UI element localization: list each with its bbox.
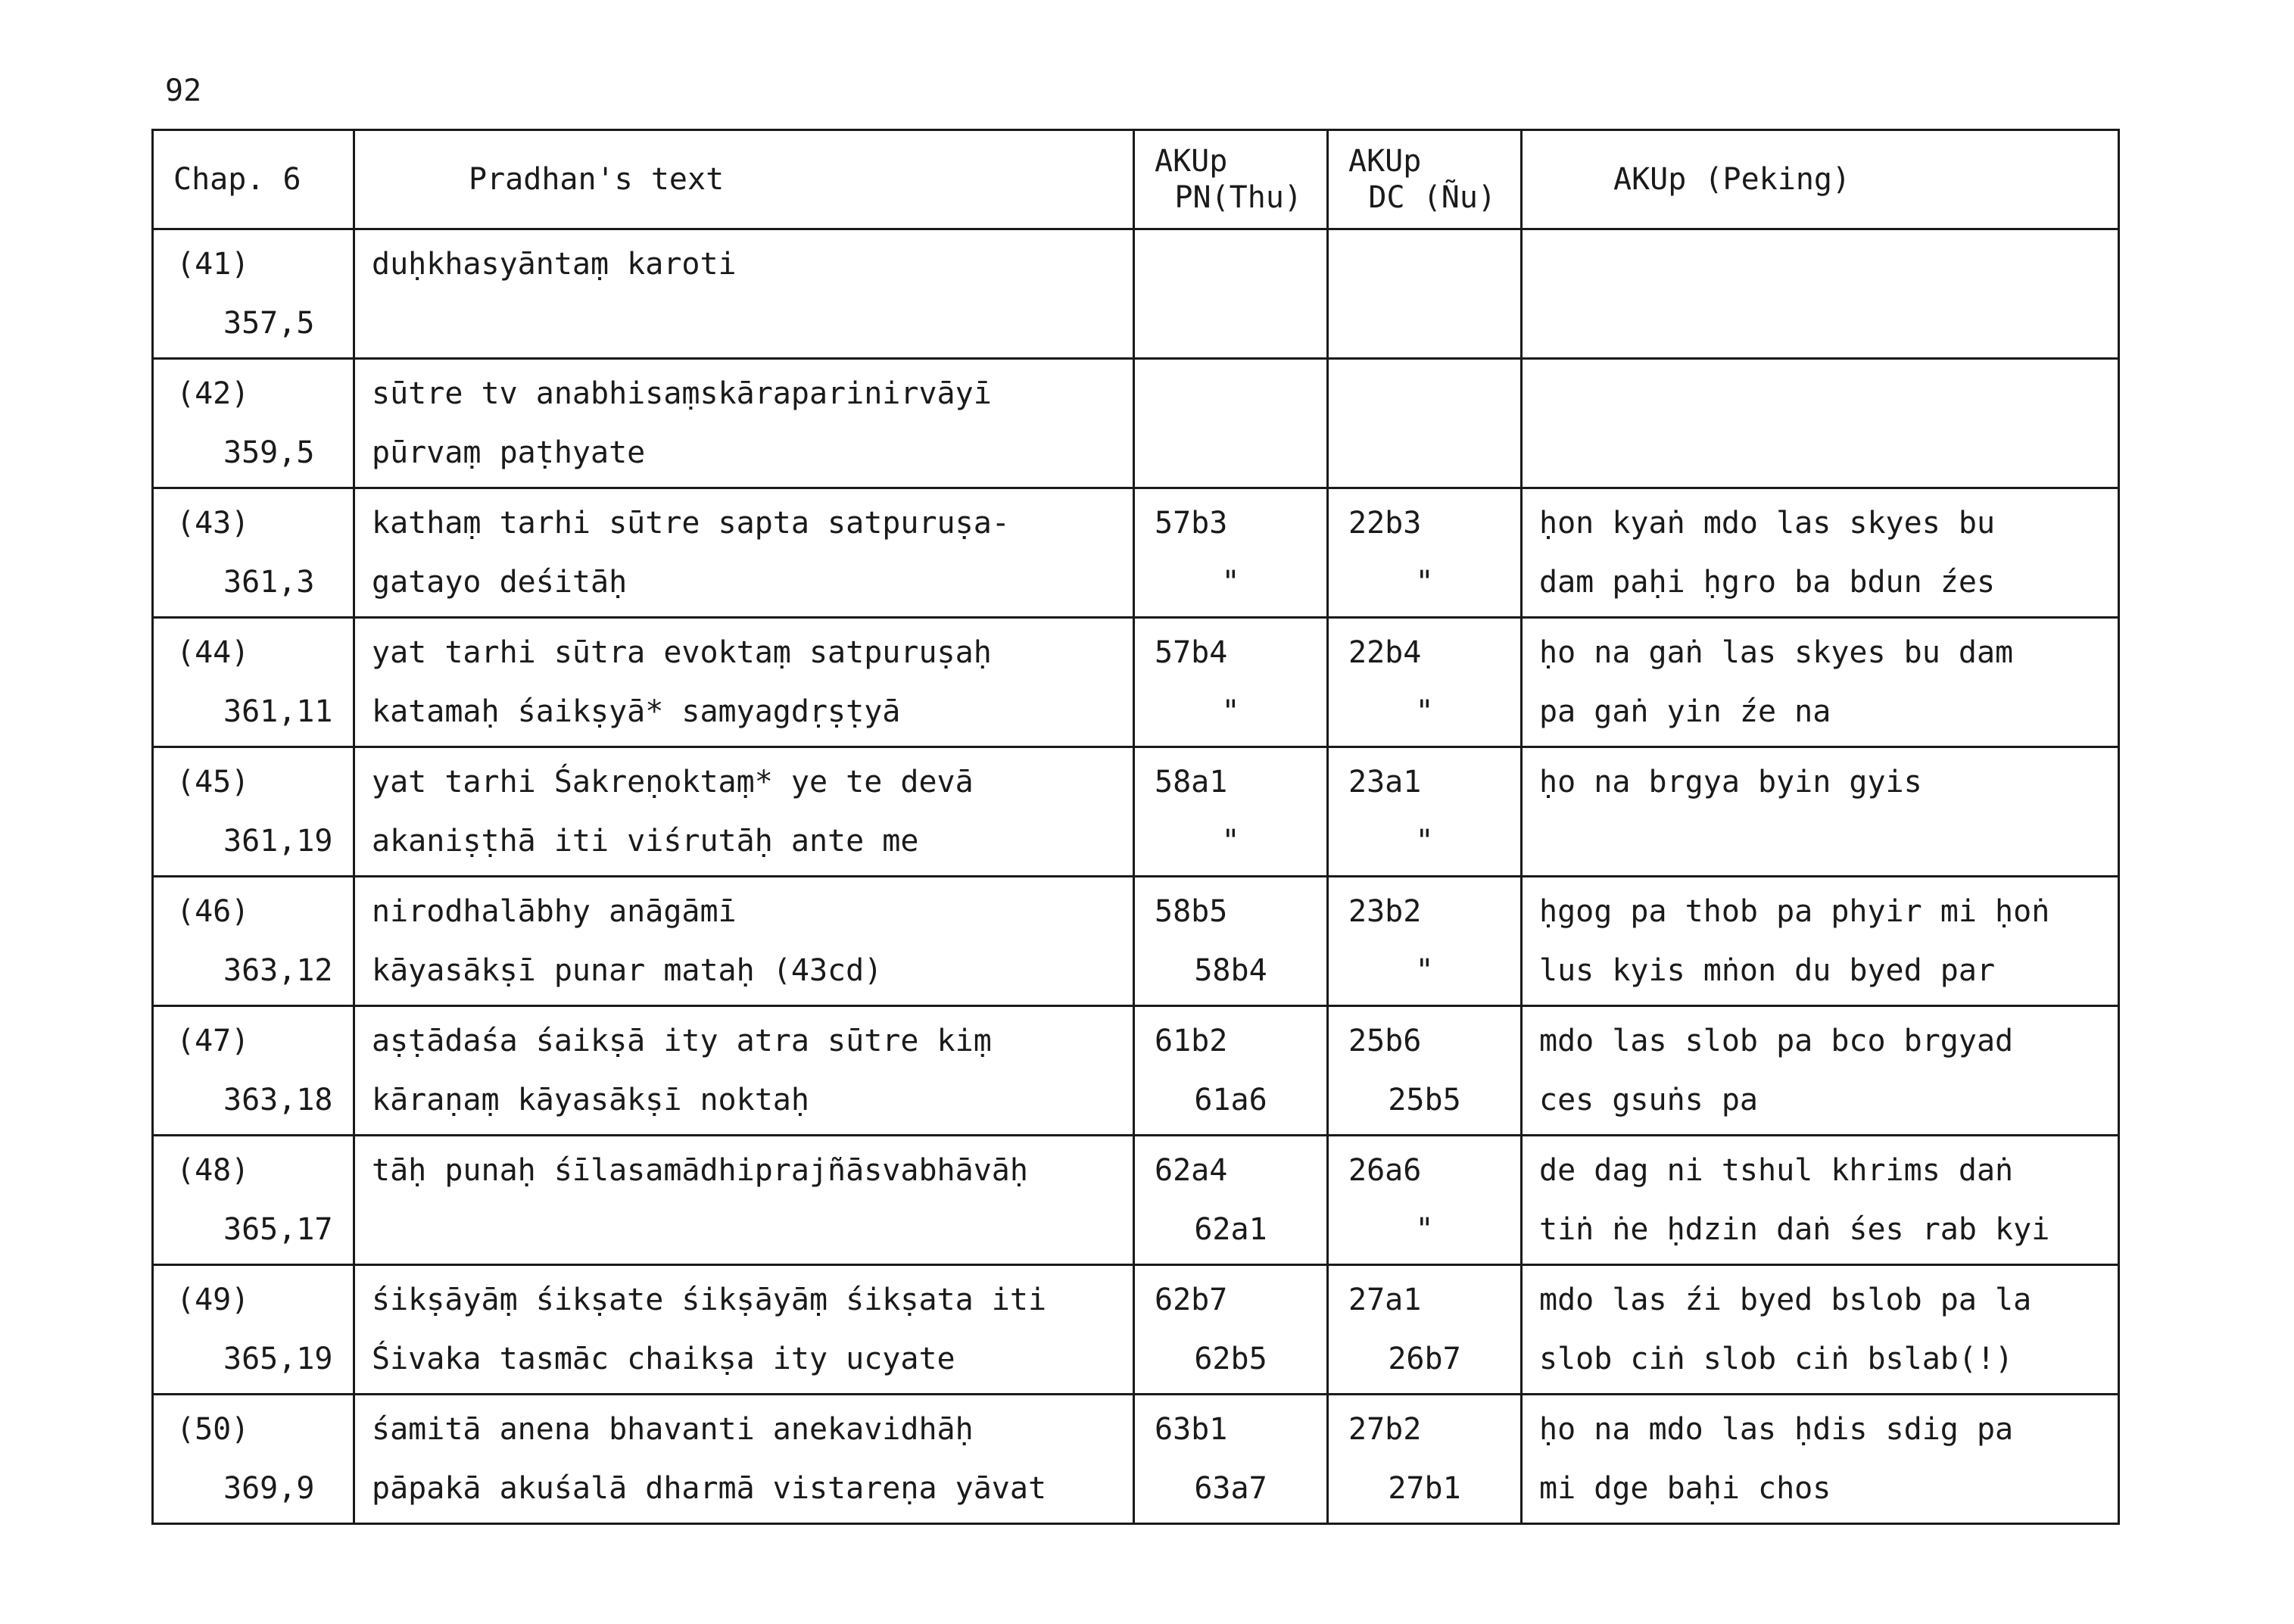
text-line-2: katamaḥ śaikṣyā* samyagdṛṣṭyā	[372, 694, 901, 729]
text-cell	[354, 1395, 1134, 1524]
text-line-1: kathaṃ tarhi sūtre sapta satpuruṣa-	[372, 506, 1010, 541]
chap-ref: (50)	[176, 1412, 250, 1447]
table-row	[153, 229, 2119, 359]
peking-line-1: ḥgog pa thob pa phyir mi ḥoṅ	[1539, 894, 2050, 929]
text-line-1: yat tarhi sūtra evoktaṃ satpuruṣaḥ	[372, 635, 992, 670]
table-row	[153, 1265, 2119, 1395]
chap-ref: (47)	[176, 1024, 250, 1058]
pn-cell	[1134, 1265, 1328, 1395]
dc-cell	[1328, 229, 1522, 359]
pn-line-1	[1152, 243, 1310, 285]
chap-cell	[153, 1395, 354, 1524]
peking-line-1: ḥo na mdo las ḥdis sdig pa	[1539, 1412, 2014, 1447]
dc-line-2: "	[1415, 824, 1434, 859]
dc-line-1: 23b2	[1348, 894, 1422, 929]
header-peking	[1522, 130, 2119, 229]
table-row	[153, 618, 2119, 747]
chap-cell	[153, 1265, 354, 1395]
pn-line-1: 58b5	[1155, 894, 1228, 929]
peking-line-1	[1539, 243, 2101, 285]
pn-cell	[1134, 877, 1328, 1006]
chap-ref: (46)	[176, 894, 250, 929]
chap-cell	[153, 877, 354, 1006]
peking-line-2: slob ciṅ slob ciṅ bslab(!)	[1539, 1342, 2014, 1376]
peking-line-1	[1539, 372, 2101, 415]
concordance-table	[151, 129, 2120, 1525]
text-line-1: śikṣāyāṃ śikṣate śikṣāyāṃ śikṣata iti	[372, 1283, 1047, 1317]
dc-line-2	[1345, 302, 1504, 344]
text-line-2: pūrvaṃ paṭhyate	[372, 435, 646, 470]
header-text-label: Pradhan's text	[469, 162, 725, 197]
dc-line-2: "	[1415, 953, 1434, 988]
peking-line-1: ḥo na brgya byin gyis	[1539, 765, 1922, 800]
dc-cell	[1328, 1265, 1522, 1395]
peking-cell	[1522, 1006, 2119, 1136]
peking-cell	[1522, 1395, 2119, 1524]
text-line-2: kāyasākṣī punar mataḥ (43cd)	[372, 953, 883, 988]
pn-line-1	[1152, 372, 1310, 415]
text-line-1: duḥkhasyāntaṃ karoti	[372, 247, 737, 282]
peking-line-1: mdo las źi byed bslob pa la	[1539, 1283, 2032, 1317]
peking-cell	[1522, 877, 2119, 1006]
chap-page: 363,12	[223, 953, 333, 988]
table-row	[153, 1006, 2119, 1136]
table-row	[153, 359, 2119, 488]
peking-line-1: mdo las slob pa bco brgyad	[1539, 1024, 2014, 1058]
text-cell	[354, 1265, 1134, 1395]
chap-page: 365,17	[223, 1212, 333, 1247]
pn-line-1: 62a4	[1155, 1153, 1228, 1188]
chap-page: 369,9	[223, 1471, 315, 1506]
text-cell	[354, 618, 1134, 747]
header-dc	[1328, 130, 1522, 229]
dc-line-2: 26b7	[1388, 1342, 1461, 1376]
text-cell	[354, 229, 1134, 359]
table-row	[153, 877, 2119, 1006]
dc-line-1: 27b2	[1348, 1412, 1422, 1447]
text-cell	[354, 747, 1134, 877]
peking-line-1: ḥo na gaṅ las skyes bu dam	[1539, 635, 2014, 670]
chap-cell	[153, 1006, 354, 1136]
pn-line-1: 58a1	[1155, 765, 1228, 800]
chap-cell	[153, 747, 354, 877]
chap-cell	[153, 1136, 354, 1265]
peking-cell	[1522, 1265, 2119, 1395]
pn-cell	[1134, 1006, 1328, 1136]
dc-line-1: 22b3	[1348, 506, 1422, 541]
chap-ref: (44)	[176, 635, 250, 670]
table-row	[153, 747, 2119, 877]
text-line-2	[372, 1208, 1116, 1251]
text-line-2: gatayo deśitāḥ	[372, 565, 628, 600]
chap-page: 363,18	[223, 1083, 333, 1117]
header-pn	[1134, 130, 1328, 229]
peking-cell	[1522, 488, 2119, 618]
dc-cell	[1328, 877, 1522, 1006]
text-cell	[354, 488, 1134, 618]
peking-line-2: mi dge baḥi chos	[1539, 1471, 1831, 1506]
chap-ref: (41)	[176, 247, 250, 282]
header-pn-line1: AKUp	[1155, 144, 1228, 179]
header-peking-label: AKUp (Peking)	[1613, 162, 1851, 197]
chap-ref: (43)	[176, 506, 250, 541]
pn-line-2: 58b4	[1194, 953, 1267, 988]
text-line-1: sūtre tv anabhisaṃskāraparinirvāyī	[372, 376, 992, 411]
page-number: 92	[165, 73, 202, 108]
chap-ref: (42)	[176, 376, 250, 411]
chap-cell	[153, 488, 354, 618]
peking-line-2: pa gaṅ yin źe na	[1539, 694, 1831, 729]
chap-page: 365,19	[223, 1342, 333, 1376]
peking-line-2	[1539, 302, 2101, 344]
pn-line-2: "	[1221, 694, 1240, 729]
chap-cell	[153, 229, 354, 359]
text-line-1: aṣṭādaśa śaikṣā ity atra sūtre kiṃ	[372, 1024, 992, 1058]
dc-line-2: 27b1	[1388, 1471, 1461, 1506]
dc-cell	[1328, 747, 1522, 877]
dc-line-1: 27a1	[1348, 1283, 1422, 1317]
text-line-1: yat tarhi Śakreṇoktaṃ* ye te devā	[372, 765, 974, 800]
pn-line-1: 62b7	[1155, 1283, 1228, 1317]
text-line-1: nirodhalābhy anāgāmī	[372, 894, 737, 929]
table-header-row	[153, 130, 2119, 229]
peking-line-2	[1539, 432, 2101, 474]
pn-cell	[1134, 618, 1328, 747]
pn-cell	[1134, 359, 1328, 488]
dc-cell	[1328, 1395, 1522, 1524]
chap-cell	[153, 618, 354, 747]
dc-line-2: "	[1415, 1212, 1434, 1247]
table-body	[153, 229, 2119, 1524]
pn-line-1: 63b1	[1155, 1412, 1228, 1447]
pn-line-2: "	[1221, 824, 1240, 859]
pn-cell	[1134, 1136, 1328, 1265]
pn-cell	[1134, 229, 1328, 359]
peking-line-2: lus kyis mṅon du byed par	[1539, 953, 1996, 988]
pn-cell	[1134, 747, 1328, 877]
dc-line-1: 23a1	[1348, 765, 1422, 800]
text-line-2: kāraṇaṃ kāyasākṣī noktaḥ	[372, 1083, 809, 1117]
header-dc-line1: AKUp	[1348, 144, 1422, 179]
peking-cell	[1522, 359, 2119, 488]
peking-line-2: tiṅ ṅe ḥdzin daṅ śes rab kyi	[1539, 1212, 2050, 1247]
text-line-2: pāpakā akuśalā dharmā vistareṇa yāvat	[372, 1471, 1047, 1506]
text-cell	[354, 1006, 1134, 1136]
dc-line-1	[1345, 372, 1504, 415]
chap-page: 361,19	[223, 824, 333, 859]
peking-cell	[1522, 229, 2119, 359]
peking-cell	[1522, 747, 2119, 877]
pn-line-2	[1152, 302, 1310, 344]
peking-line-2: ces gsuṅs pa	[1539, 1083, 1758, 1117]
dc-line-1	[1345, 243, 1504, 285]
dc-line-1: 26a6	[1348, 1153, 1422, 1188]
header-chap	[153, 130, 354, 229]
dc-cell	[1328, 359, 1522, 488]
dc-cell	[1328, 1006, 1522, 1136]
table-row	[153, 1136, 2119, 1265]
chap-page: 357,5	[223, 306, 315, 341]
text-cell	[354, 359, 1134, 488]
chap-page: 361,3	[223, 565, 315, 600]
text-line-2	[372, 302, 1116, 344]
dc-line-2: 25b5	[1388, 1083, 1461, 1117]
header-chap-label: Chap. 6	[173, 162, 301, 197]
chap-page: 361,11	[223, 694, 333, 729]
dc-cell	[1328, 618, 1522, 747]
chap-ref: (45)	[176, 765, 250, 800]
peking-cell	[1522, 618, 2119, 747]
text-line-1: tāḥ punaḥ śīlasamādhiprajñāsvabhāvāḥ	[372, 1153, 1028, 1188]
dc-cell	[1328, 488, 1522, 618]
pn-line-1: 57b4	[1155, 635, 1228, 670]
header-pn-line2: PN(Thu)	[1174, 180, 1302, 215]
pn-line-2: 61a6	[1194, 1083, 1267, 1117]
text-line-2: akaniṣṭhā iti viśrutāḥ ante me	[372, 824, 919, 859]
peking-line-2: dam paḥi ḥgro ba bdun źes	[1539, 565, 1996, 600]
pn-line-2: "	[1221, 565, 1240, 600]
peking-line-1: ḥon kyaṅ mdo las skyes bu	[1539, 506, 1996, 541]
header-dc-line2: DC (Ñu)	[1368, 180, 1496, 215]
table-row	[153, 1395, 2119, 1524]
pn-line-1: 61b2	[1155, 1024, 1228, 1058]
text-cell	[354, 877, 1134, 1006]
pn-cell	[1134, 1395, 1328, 1524]
chap-ref: (48)	[176, 1153, 250, 1188]
dc-line-2: "	[1415, 694, 1434, 729]
pn-line-2: 62a1	[1194, 1212, 1267, 1247]
chap-page: 359,5	[223, 435, 315, 470]
peking-line-1: de dag ni tshul khrims daṅ	[1539, 1153, 2014, 1188]
peking-cell	[1522, 1136, 2119, 1265]
pn-line-2: 63a7	[1194, 1471, 1267, 1506]
dc-line-2: "	[1415, 565, 1434, 600]
text-cell	[354, 1136, 1134, 1265]
dc-line-2	[1345, 432, 1504, 474]
pn-line-1: 57b3	[1155, 506, 1228, 541]
dc-line-1: 22b4	[1348, 635, 1422, 670]
text-line-1: śamitā anena bhavanti anekavidhāḥ	[372, 1412, 974, 1447]
dc-line-1: 25b6	[1348, 1024, 1422, 1058]
chap-cell	[153, 359, 354, 488]
concordance-table-wrapper	[151, 129, 2120, 1525]
peking-line-2	[1539, 820, 2101, 862]
text-line-2: Śivaka tasmāc chaikṣa ity ucyate	[372, 1342, 955, 1376]
pn-line-2: 62b5	[1194, 1342, 1267, 1376]
pn-cell	[1134, 488, 1328, 618]
table-row	[153, 488, 2119, 618]
header-text	[354, 130, 1134, 229]
pn-line-2	[1152, 432, 1310, 474]
chap-ref: (49)	[176, 1283, 250, 1317]
dc-cell	[1328, 1136, 1522, 1265]
